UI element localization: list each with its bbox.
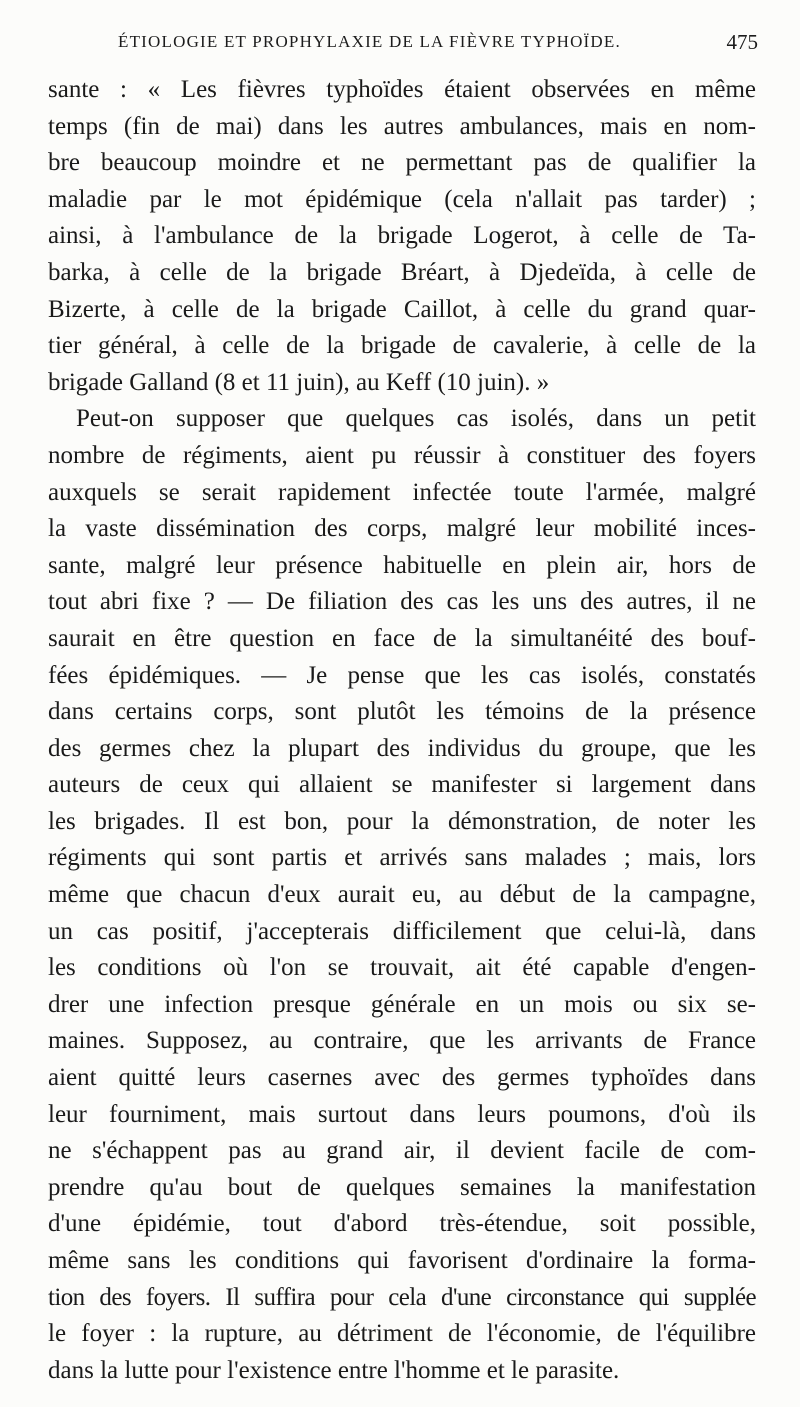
- text-line: les brigades. Il est bon, pour la démonstration, de noter les: [48, 807, 756, 835]
- paragraph-first-line: Peut-on supposer que quelques cas isolés, dans un petit: [76, 405, 756, 433]
- text-line: d'une épidémie, tout d'abord très-étendue, soit possible,: [48, 1210, 756, 1238]
- text-line: un cas positif, j'accepterais difficilement que celui-là, dans: [48, 917, 756, 945]
- text-line: même que chacun d'eux aurait eu, au début de la campagne,: [48, 881, 756, 909]
- page-header: [118, 30, 758, 66]
- text-line: barka, à celle de la brigade Bréart, à Djedeïda, à celle de: [48, 258, 756, 286]
- text-line: prendre qu'au bout de quelques semaines la manifestation: [48, 1173, 756, 1201]
- text-line: les conditions où l'on se trouvait, ait été capable d'engen-: [48, 954, 756, 982]
- running-head: ÉTIOLOGIE ET PROPHYLAXIE DE LA FIÈVRE TYPHOÏDE.: [118, 32, 621, 51]
- text-line: tout abri fixe ? — De filiation des cas les uns des autres, il ne: [48, 588, 756, 616]
- text-line: fées épidémiques. — Je pense que les cas isolés, constatés: [48, 661, 756, 689]
- text-line: le foyer : la rupture, au détriment de l'économie, de l'équilibre: [48, 1320, 756, 1348]
- text-line: des germes chez la plupart des individus du groupe, que les: [48, 734, 756, 762]
- text-line: maines. Supposez, au contraire, que les arrivants de France: [48, 1027, 756, 1055]
- text-line: maladie par le mot épidémique (cela n'allait pas tarder) ;: [48, 185, 756, 213]
- text-line: sante : « Les fièvres typhoïdes étaient observées en même: [48, 76, 756, 103]
- text-line: brigade Galland (8 et 11 juin), au Keff (10 juin). »: [48, 368, 550, 396]
- page-number: 475: [726, 30, 758, 54]
- text-line: ainsi, à l'ambulance de la brigade Logerot, à celle de Ta-: [48, 222, 756, 250]
- text-line: Bizerte, à celle de la brigade Caillot, à celle du grand quar-: [48, 295, 756, 323]
- text-line: aient quitté leurs casernes avec des germes typhoïdes dans: [48, 1064, 756, 1092]
- text-line: même sans les conditions qui favorisent d'ordinaire la forma-: [48, 1247, 756, 1274]
- text-line: la vaste dissémination des corps, malgré leur mobilité inces-: [48, 515, 756, 543]
- text-line: régiments qui sont partis et arrivés sans malades ; mais, lors: [48, 844, 756, 872]
- text-line: drer une infection presque générale en un mois ou six se-: [48, 990, 756, 1018]
- text-line: tion des foyers. Il suffira pour cela d'une circonstance qui supplée: [48, 1283, 756, 1311]
- text-line: leur fourniment, mais surtout dans leurs poumons, d'où ils: [48, 1100, 756, 1128]
- text-line: saurait en être question en face de la simultanéité des bouf-: [48, 624, 756, 652]
- text-line: ne s'échappent pas au grand air, il devient facile de com-: [48, 1137, 756, 1165]
- text-line: temps (fin de mai) dans les autres ambulances, mais en nom-: [48, 112, 756, 140]
- text-line: nombre de régiments, aient pu réussir à constituer des foyers: [48, 441, 756, 469]
- text-line: dans certains corps, sont plutôt les témoins de la présence: [48, 698, 756, 726]
- text-line: bre beaucoup moindre et ne permettant pas de qualifier la: [48, 149, 756, 177]
- text-line: sante, malgré leur présence habituelle en plein air, hors de: [48, 551, 756, 579]
- text-line: dans la lutte pour l'existence entre l'homme et le parasite.: [48, 1356, 620, 1384]
- text-line: tier général, à celle de la brigade de cavalerie, à celle de la: [48, 332, 756, 360]
- text-line: auxquels se serait rapidement infectée toute l'armée, malgré: [48, 478, 756, 506]
- text-line: auteurs de ceux qui allaient se manifester si largement dans: [48, 771, 756, 799]
- body-text: [48, 72, 756, 1389]
